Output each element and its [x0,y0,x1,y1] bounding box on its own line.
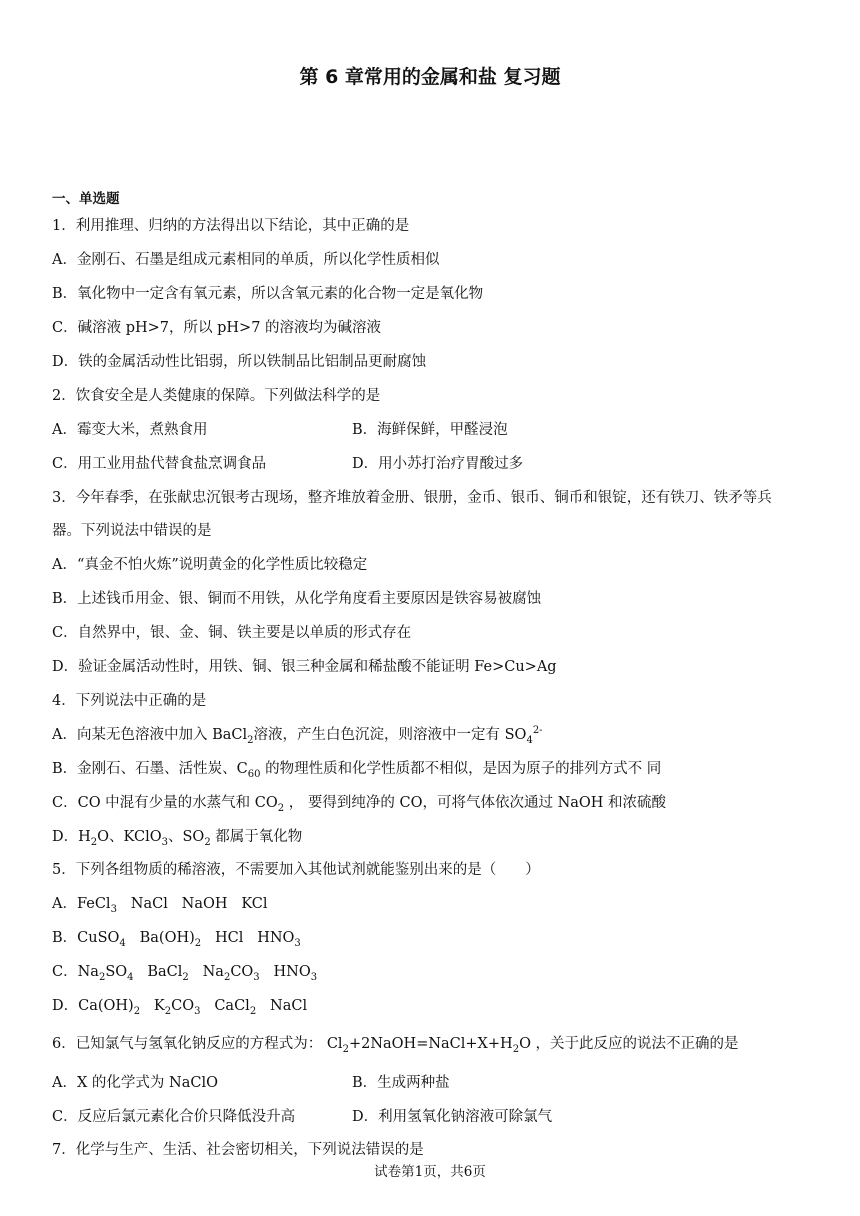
question-1-option-c: C．碱溶液 pH>7，所以 pH>7 的溶液均为碱溶液 [52,320,382,336]
question-5-option-c: C．$Na_2SO_4$ BaCl$_2$ $Na_2CO_3$ $HNO_3$ [52,964,318,983]
question-3-option-c: C．自然界中，银、金、铜、铁主要是以单质的形式存在 [52,625,412,641]
question-6-option-d: D．利用氢氧化钠溶液可除氯气 [352,1109,553,1125]
question-2-option-d: D．用小苏打治疗胃酸过多 [352,456,524,472]
question-6-option-b: B．生成两种盐 [352,1075,450,1091]
question-1-option-d: D．铁的金属活动性比铝弱，所以铁制品比铝制品更耐腐蚀 [52,354,427,370]
question-1-option-b: B．氧化物中一定含有氧元素，所以含氧元素的化合物一定是氧化物 [52,286,484,302]
question-5-option-a: A．FeCl$_3$ NaCl NaOH KCl [52,896,268,915]
page-title: 第 6 章常用的金属和盐 复习题 [299,66,561,88]
question-4-option-a: A．向某无色溶液中加入 BaCl$_2$溶液，产生白色沉淀，则溶液中一定有 $SO_4^{2-}$ [52,725,543,746]
question-1-option-a: A．金刚石、石墨是组成元素相同的单质，所以化学性质相似 [52,252,440,268]
question-7-stem: 7．化学与生产、生活、社会密切相关，下列说法错误的是 [52,1142,424,1158]
question-2-option-b: B．海鲜保鲜，甲醛浸泡 [352,422,508,438]
page-footer: 试卷第1页，共6页 [374,1164,486,1180]
question-3-option-a: A．“真金不怕火炼”说明黄金的化学性质比较稳定 [52,557,368,573]
question-3-stem-line-1: 3．今年春季，在张献忠沉银考古现场，整齐堆放着金册、银册，金币、银币、铜币和银锭，还有铁刀、铁矛等兵 [52,490,772,506]
question-2-option-a: A．霉变大米，煮熟食用 [52,422,208,438]
question-2-option-c: C．用工业用盐代替食盐烹调食品 [52,456,267,472]
question-4-option-b: B．金刚石、石墨、活性炭、$C_{60}$ 的物理性质和化学性质都不相似，是因为原子的排列方式不 同 [52,761,662,780]
question-4-option-c: C．CO 中混有少量的水蒸气和 $CO_2$ ， 要得到纯净的 CO，可将气体依次通过 NaOH 和浓硫酸 [52,795,667,814]
question-2-stem: 2．饮食安全是人类健康的保障。下列做法科学的是 [52,388,381,404]
question-6-option-a: A．X 的化学式为 NaClO [52,1075,218,1091]
question-6-option-c: C．反应后氯元素化合价只降低没升高 [52,1109,296,1125]
question-5-stem: 5．下列各组物质的稀溶液，不需要加入其他试剂就能鉴别出来的是（ ） [52,862,540,878]
question-5-option-b: B．CuSO$_4$ $Ba(OH)_2$ HCl $HNO_3$ [52,930,301,949]
question-1-stem: 1．利用推理、归纳的方法得出以下结论，其中正确的是 [52,218,410,234]
section-heading: 一、单选题 [52,191,120,207]
question-4-option-d: D．$H_2O$、KClO$_3$、$SO_2$ 都属于氧化物 [52,829,303,848]
question-3-option-b: B．上述钱币用金、银、铜而不用铁，从化学角度看主要原因是铁容易被腐蚀 [52,591,542,607]
question-3-option-d: D．验证金属活动性时，用铁、铜、银三种金属和稀盐酸不能证明 Fe>Cu>Ag [52,659,557,675]
question-6-stem: 6．已知氯气与氢氧化钠反应的方程式为： $Cl_2+2NaOH=NaCl+X+H_2O$ ，关于此反应的说法不正确的是 [52,1036,739,1055]
question-5-option-d: D．$Ca(OH)_2$ $K_2CO_3$ CaCl$_2$ NaCl [52,998,308,1017]
question-4-stem: 4．下列说法中正确的是 [52,693,207,709]
question-3-stem-line-2: 器。下列说法中错误的是 [52,523,212,539]
